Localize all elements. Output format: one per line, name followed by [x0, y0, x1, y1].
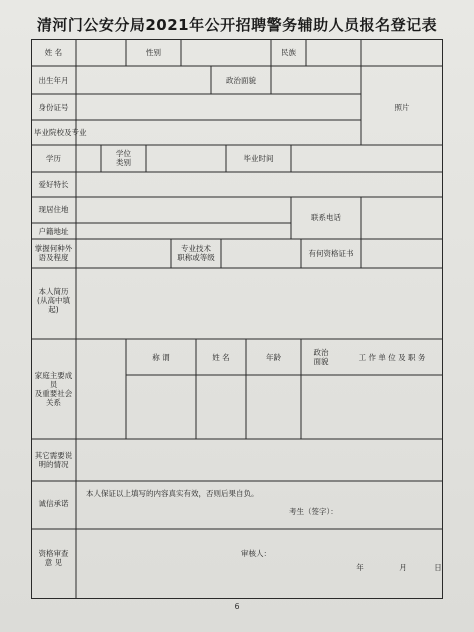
photo-label: 照片: [394, 103, 410, 112]
tech-title-label: 专业技术 职称或等级: [177, 244, 215, 262]
hobby-label: 爱好特长: [38, 180, 69, 189]
pledge-text: 本人保证以上填写的内容真实有效，否则后果自负。: [86, 489, 259, 498]
family-name-header: 姓 名: [212, 353, 230, 362]
resume-label: 本人简历 (从高中填 起): [37, 287, 70, 314]
family-work-header: 工 作 单 位 及 职 务: [358, 353, 426, 362]
birth-label: 出生年月: [38, 76, 69, 85]
degree-label: 学位 类别: [116, 149, 131, 167]
residence-label: 现居住地: [38, 205, 69, 214]
school-label: 毕业院校及专业: [34, 128, 87, 137]
date-day: 日: [434, 563, 442, 572]
date-month: 月: [399, 563, 407, 572]
gender-label: 性别: [146, 48, 161, 57]
form-table: [31, 39, 443, 599]
language-label: 掌握何种外 语及程度: [34, 244, 73, 262]
date-year: 年: [356, 563, 364, 572]
education-label: 学历: [46, 154, 61, 163]
form-title: 清河门公安分局2021年公开招聘警务辅助人员报名登记表: [36, 16, 438, 34]
examinee-signature: 考生（签字）：: [289, 507, 338, 516]
pledge-label: 诚信承诺: [38, 499, 69, 508]
table-lines: [31, 39, 443, 599]
family-label: 家庭主要成 员 及重要社会 关系: [34, 371, 73, 407]
phone-label: 联系电话: [311, 213, 341, 222]
family-relation-header: 称 谓: [152, 353, 170, 362]
political-label: 政治面貌: [226, 76, 256, 85]
ethnicity-label: 民族: [281, 48, 296, 57]
name-label: 姓 名: [44, 48, 63, 57]
review-label: 资格审查 意 见: [38, 549, 69, 567]
hukou-label: 户籍地址: [38, 227, 69, 236]
family-political-header: 政治 面貌: [313, 348, 329, 366]
other-label: 其它需要说 明的情况: [34, 451, 73, 469]
reviewer-label: 审核人：: [241, 549, 271, 558]
family-age-header: 年龄: [266, 353, 281, 362]
grad-time-label: 毕业时间: [243, 154, 274, 163]
certificates-label: 有何资格证书: [308, 249, 354, 258]
id-number-label: 身份证号: [38, 103, 69, 112]
page-number: 6: [234, 602, 240, 611]
